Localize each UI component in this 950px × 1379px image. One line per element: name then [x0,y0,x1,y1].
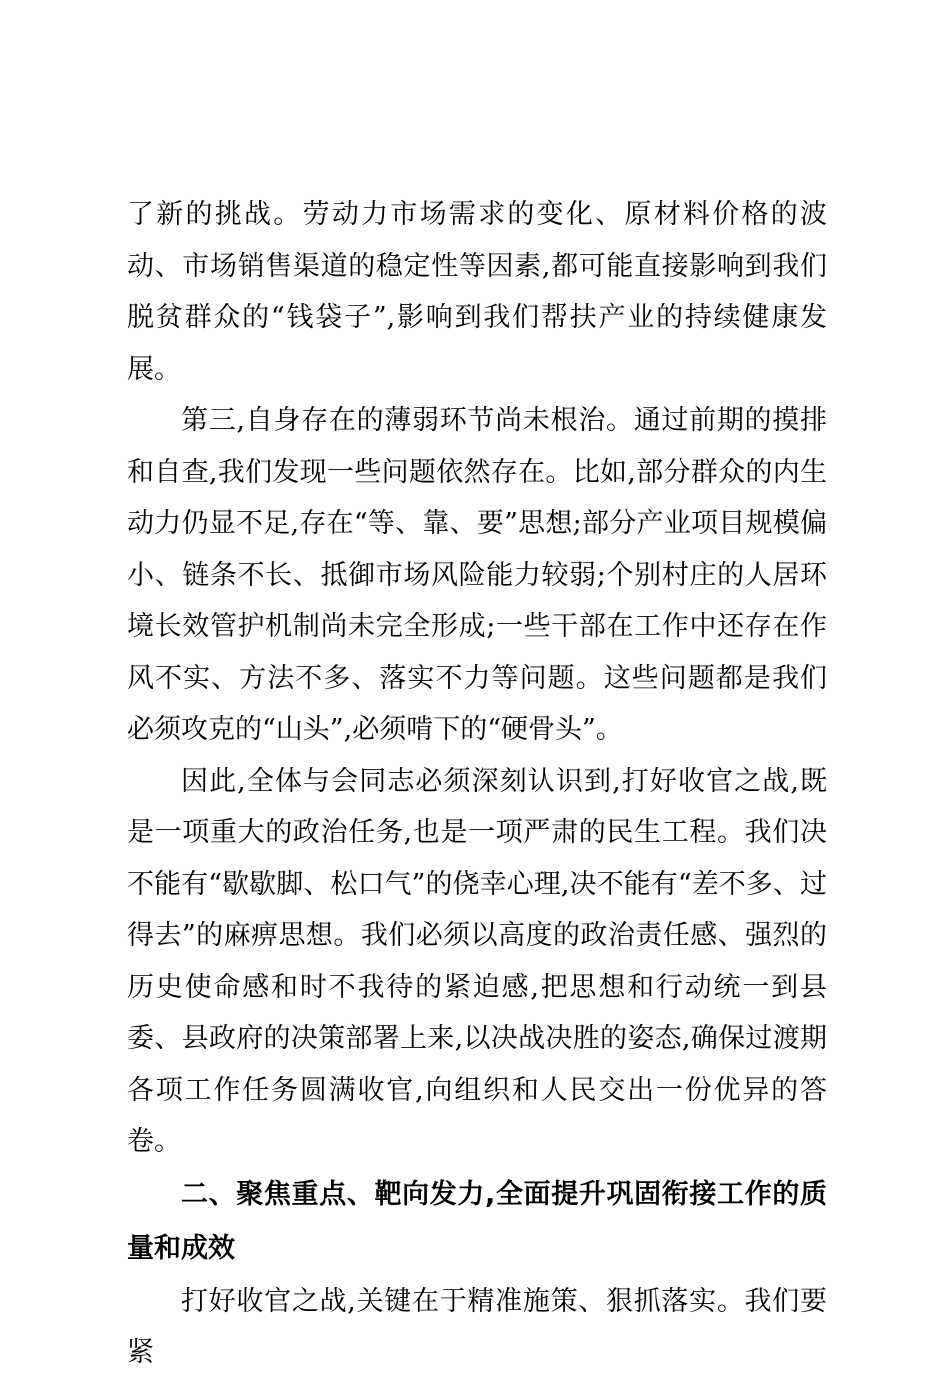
document-body [127,189,827,1379]
paragraph-section-intro: 打好收官之战,关键在于精准施策、狠抓落实。我们要紧 [127,1285,827,1368]
section-heading: 二、聚焦重点、靶向发力,全面提升巩固衔接工作的质量和成效 [127,1178,827,1264]
paragraph-continuation: 了新的挑战。劳动力市场需求的变化、原材料价格的波动、市场销售渠道的稳定性等因素,都可能直接影响到我们脱贫群众的“钱袋子”,影响到我们帮扶产业的持续健康发展。 [127,199,827,385]
paragraph-conclusion: 因此,全体与会同志必须深刻认识到,打好收官之战,既是一项重大的政治任务,也是一项严肃的民生工程。我们决不能有“歇歇脚、松口气”的侥幸心理,决不能有“差不多、过得去”的麻痹思想。我们必须以高度的政治责任感、强烈的历史使命感和时不我待的紧迫感,把思想和行动统一到县委、县政府的决策部署上来,以决战决胜的姿态,确保过渡期各项工作任务圆满收官,向组织和人民交出一份优异的答卷。 [127,765,827,1157]
paragraph-third-point: 第三,自身存在的薄弱环节尚未根治。通过前期的摸排和自查,我们发现一些问题依然存在。比如,部分群众的内生动力仍显不足,存在“等、靠、要”思想;部分产业项目规模偏小、链条不长、抵御市场风险能力较弱;个别村庄的人居环境长效管护机制尚未完全形成;一些干部在工作中还存在作风不实、方法不多、落实不力等问题。这些问题都是我们必须攻克的“山头”,必须啃下的“硬骨头”。 [127,405,827,745]
